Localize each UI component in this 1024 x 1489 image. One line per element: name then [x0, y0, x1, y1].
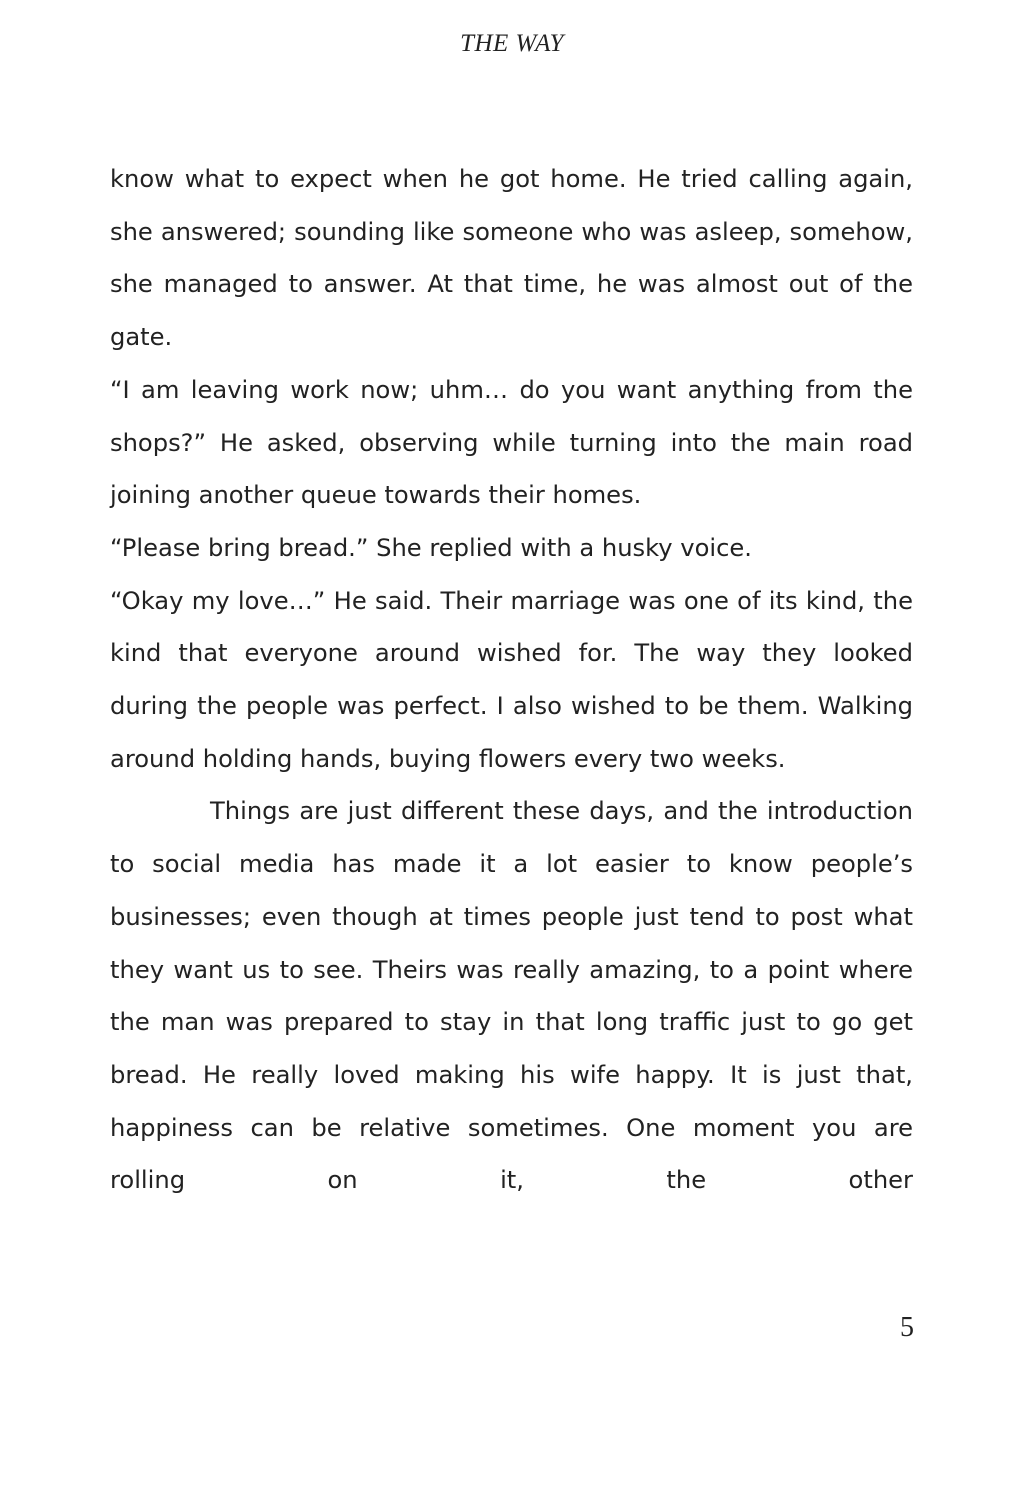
paragraph-4: “Okay my love…” He said. Their marriage was one of its kind, the kind that everyone around wished for. The way they looked during the people was perfect. I also wished to be them. Walking around holding hands, buying flowers every two weeks.: [110, 586, 913, 773]
paragraph-5: Things are just different these days, and the introduction to social media has made it a lot easier to know people’s businesses; even though at times people just tend to post what they want us to see. Theirs was really amazing, to a point where the man was prepared to stay in that long traffic just to go get bread. He really loved making his wife happy. It is just that, happiness can be relative sometimes. One moment you are rolling on it, the other: [110, 797, 913, 1195]
paragraph-1: know what to expect when he got home. He tried calling again, she answered; sounding like someone who was asleep, somehow, she managed to answer. At that time, he was almost out of the gate.: [110, 165, 913, 352]
running-header-title: THE WAY: [460, 30, 564, 57]
page-body-text: [110, 153, 913, 1207]
paragraph-2: “I am leaving work now; uhm… do you want anything from the shops?” He asked, observing while turning into the main road joining another queue towards their homes.: [110, 375, 913, 510]
page-number: 5: [900, 1312, 914, 1343]
paragraph-3: “Please bring bread.” She replied with a husky voice.: [110, 533, 752, 562]
